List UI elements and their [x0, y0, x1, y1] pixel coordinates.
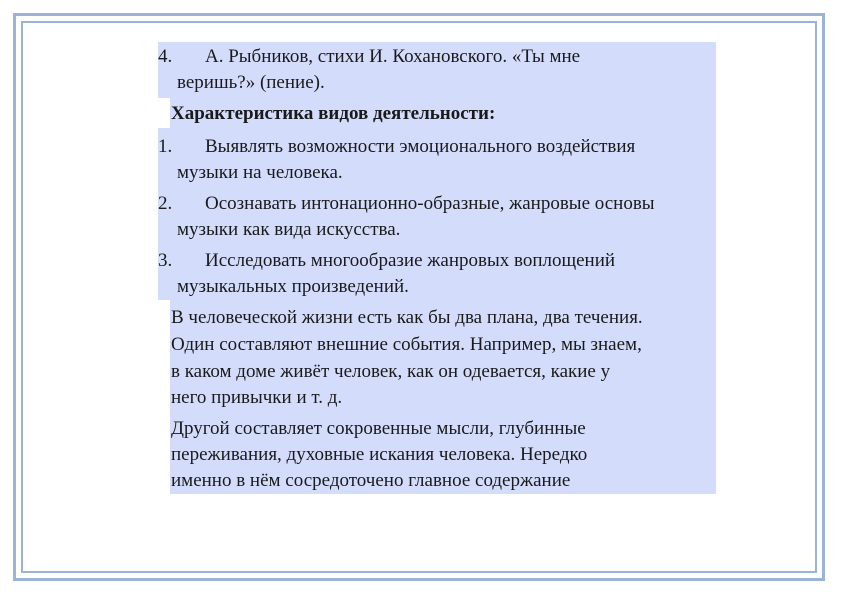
top-item-line1: А. Рыбников, стихи И. Кохановского. «Ты мне: [205, 46, 581, 67]
paragraph-line: переживания, духовные искания человека. Нередко: [171, 444, 588, 465]
heading-notch: [158, 98, 170, 128]
paragraph-line: Другой составляет сокровенные мысли, глубинные: [171, 418, 586, 439]
activity-line2: музыки как вида искусства.: [177, 219, 401, 240]
top-item: [158, 44, 581, 70]
paragraph-line: именно в нём сосредоточено главное содержание: [171, 470, 571, 491]
activity-number: 2.: [158, 193, 173, 214]
paragraph-line: В человеческой жизни есть как бы два плана, два течения.: [171, 307, 643, 328]
activity-item-3: [158, 248, 616, 274]
paragraph-line: него привычки и т. д.: [171, 387, 343, 408]
activity-item-1-cont: [177, 160, 343, 186]
activity-item-2-cont: [177, 217, 400, 243]
activity-number: 3.: [158, 250, 173, 271]
activity-line1: Осознавать интонационно-образные, жанровые основы: [205, 193, 655, 214]
activity-line1: Исследовать многообразие жанровых воплощений: [205, 250, 616, 271]
activity-line2: музыкальных произведений.: [177, 276, 409, 297]
paragraph-line: Один составляют внешние события. Например, мы знаем,: [171, 334, 642, 355]
top-item-number: 4.: [158, 46, 173, 67]
activity-number: 1.: [158, 136, 173, 157]
activity-item-2: [158, 191, 655, 217]
activities-heading: Характеристика видов деятельности:: [171, 103, 496, 124]
paragraph-line: в каком доме живёт человек, как он одевается, какие у: [171, 361, 611, 382]
activity-item-1: [158, 134, 636, 160]
activity-line2: музыки на человека.: [177, 162, 343, 183]
activity-item-3-cont: [177, 274, 409, 300]
activity-line1: Выявлять возможности эмоционального воздействия: [205, 136, 636, 157]
top-item-line2-row: [177, 70, 325, 96]
top-item-line2: веришь?» (пение).: [177, 72, 325, 93]
